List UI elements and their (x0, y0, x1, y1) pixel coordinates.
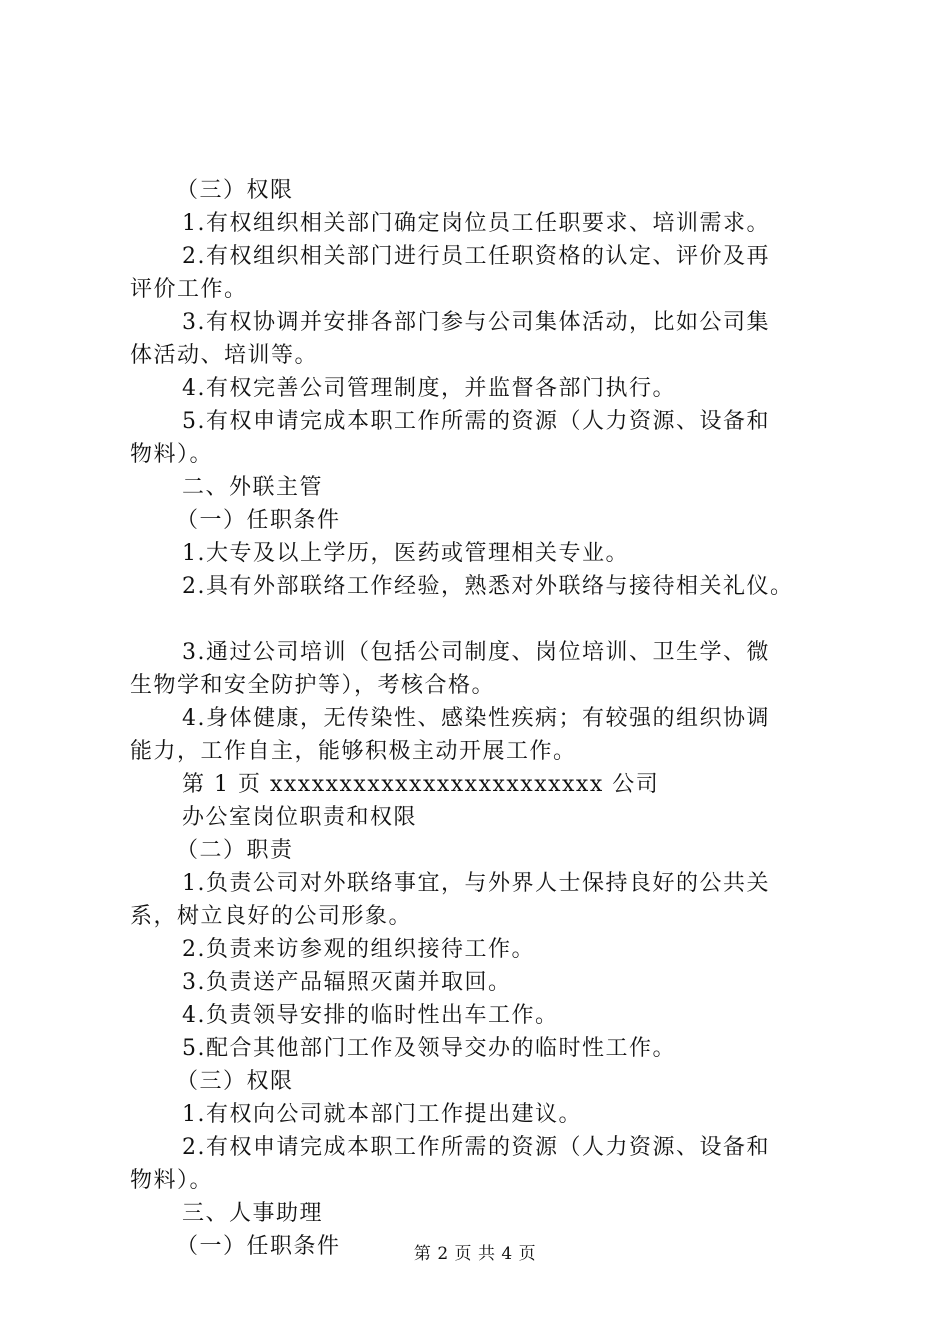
page-footer: 第 2 页 共 4 页 (413, 1244, 537, 1264)
paragraph-line: 3.有权协调并安排各部门参与公司集体活动，比如公司集 (182, 310, 770, 335)
paragraph-line: 物料）。 (130, 442, 214, 467)
paragraph-line: 2.具有外部联络工作经验，熟悉对外联络与接待相关礼仪。 (182, 574, 794, 599)
blank-line (130, 603, 850, 636)
paragraph-line: 体活动、培训等。 (130, 343, 319, 368)
section-heading: 三、人事助理 (182, 1201, 324, 1226)
paragraph-line: 3.通过公司培训（包括公司制度、岗位培训、卫生学、微 (182, 640, 770, 665)
paragraph-line: 评价工作。 (130, 277, 248, 302)
paragraph-line: 物料）。 (130, 1168, 214, 1193)
paragraph-line: 1.负责公司对外联络事宜，与外界人士保持良好的公共关 (182, 871, 770, 896)
paragraph-line: 系，树立良好的公司形象。 (130, 904, 413, 929)
paragraph-line: 5.有权申请完成本职工作所需的资源（人力资源、设备和 (182, 409, 770, 434)
section-heading: （二）职责 (176, 838, 294, 863)
paragraph-line: 2.有权申请完成本职工作所需的资源（人力资源、设备和 (182, 1135, 770, 1160)
section-heading: （三）权限 (176, 178, 294, 203)
paragraph-line: 能力，工作自主，能够积极主动开展工作。 (130, 739, 577, 764)
section-heading: 二、外联主管 (182, 475, 324, 500)
paragraph-line: 5.配合其他部门工作及领导交办的临时性工作。 (182, 1036, 676, 1061)
paragraph-line: 4.有权完善公司管理制度，并监督各部门执行。 (182, 376, 676, 401)
document-body (130, 174, 850, 1263)
paragraph-line: 1.有权组织相关部门确定岗位员工任职要求、培训需求。 (182, 211, 770, 236)
section-heading: （一）任职条件 (176, 508, 341, 533)
paragraph-line: 4.身体健康，无传染性、感染性疾病；有较强的组织协调 (182, 706, 770, 731)
paragraph-line: 生物学和安全防护等），考核合格。 (130, 673, 496, 698)
section-heading: （一）任职条件 (176, 1234, 341, 1259)
section-heading: （三）权限 (176, 1069, 294, 1094)
paragraph-line: 2.有权组织相关部门进行员工任职资格的认定、评价及再 (182, 244, 770, 269)
paragraph-line: 4.负责领导安排的临时性出车工作。 (182, 1003, 559, 1028)
page-marker-line: 第 1 页 xxxxxxxxxxxxxxxxxxxxxxxx 公司 (182, 772, 660, 797)
document-title-line: 办公室岗位职责和权限 (182, 805, 418, 830)
paragraph-line: 1.大专及以上学历，医药或管理相关专业。 (182, 541, 629, 566)
paragraph-line: 2.负责来访参观的组织接待工作。 (182, 937, 535, 962)
paragraph-line: 3.负责送产品辐照灭菌并取回。 (182, 970, 512, 995)
paragraph-line: 1.有权向公司就本部门工作提出建议。 (182, 1102, 582, 1127)
